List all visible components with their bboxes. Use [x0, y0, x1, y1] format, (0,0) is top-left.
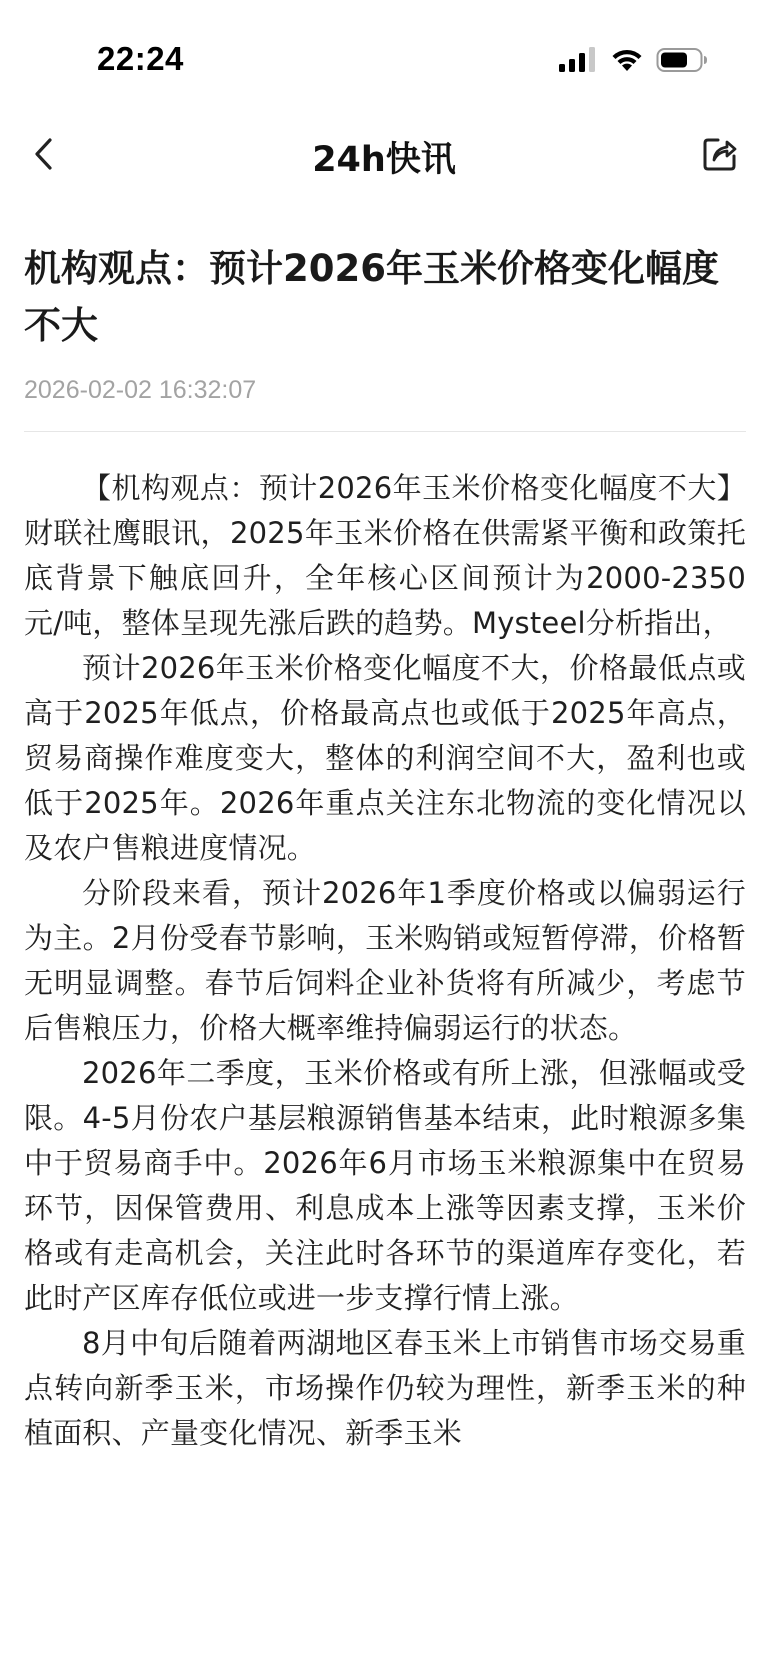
share-button[interactable]: [698, 130, 742, 178]
signal-icon: [558, 47, 598, 73]
article-timestamp: 2026-02-02 16:32:07: [24, 376, 257, 404]
status-time: 22:24: [97, 40, 184, 77]
status-icons: [558, 46, 708, 74]
article-body: [24, 466, 746, 1456]
battery-icon: [656, 46, 708, 74]
article-paragraph: 分阶段来看，预计2026年1季度价格或以偏弱运行为主。2月份受春节影响，玉米购销或短暂停滞，价格暂无明显调整。春节后饲料企业补货将有所减少，考虑节后售粮压力，价格大概率维持偏弱运行的状态。: [24, 876, 746, 1045]
article: [24, 240, 746, 1456]
article-paragraph: 2026年二季度，玉米价格或有所上涨，但涨幅或受限。4-5月份农户基层粮源销售基本结束，此时粮源多集中于贸易商手中。2026年6月市场玉米粮源集中在贸易环节，因保管费用、利息成本上涨等因素支撑，玉米价格或有走高机会，关注此时各环节的渠道库存变化，若此时产区库存低位或进一步支撑行情上涨。: [24, 1056, 746, 1315]
divider: [24, 431, 746, 432]
article-paragraph: 【机构观点：预计2026年玉米价格变化幅度不大】财联社鹰眼讯，2025年玉米价格在供需紧平衡和政策托底背景下触底回升，全年核心区间预计为2000-2350元/吨，整体呈现先涨后跌的趋势。Mysteel分析指出，: [24, 471, 746, 640]
article-paragraph: 预计2026年玉米价格变化幅度不大，价格最低点或高于2025年低点，价格最高点也或低于2025年高点，贸易商操作难度变大，整体的利润空间不大，盈利也或低于2025年。2026年重点关注东北物流的变化情况以及农户售粮进度情况。: [24, 651, 746, 865]
article-title: 机构观点：预计2026年玉米价格变化幅度不大: [24, 247, 719, 347]
article-paragraph: 8月中旬后随着两湖地区春玉米上市销售市场交易重点转向新季玉米，市场操作仍较为理性，新季玉米的种植面积、产量变化情况、新季玉米: [24, 1326, 746, 1450]
wifi-icon: [610, 47, 644, 73]
share-icon: [702, 136, 738, 172]
nav-bar: [0, 120, 768, 190]
page-title: 24h快讯: [312, 140, 456, 180]
status-bar: [0, 0, 768, 120]
